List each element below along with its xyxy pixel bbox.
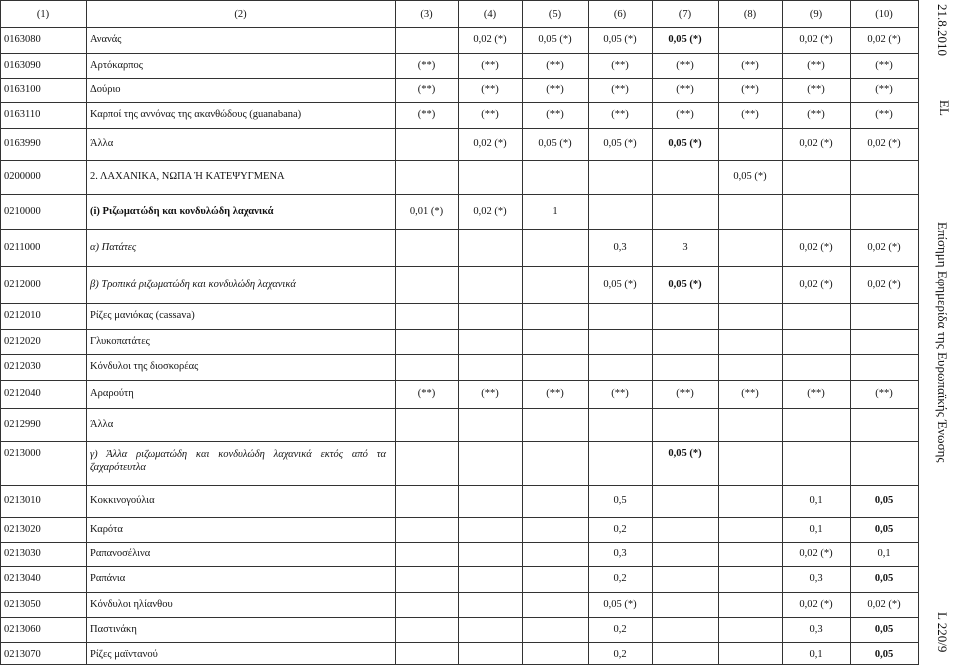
mrl-value: (**) [611, 388, 629, 399]
product-name: Ραπανοσέλινα [90, 548, 151, 559]
column-header: (6) [613, 9, 627, 20]
product-code: 0213020 [4, 524, 41, 535]
mrl-value: 0,05 [874, 649, 894, 660]
product-code: 0163080 [4, 34, 41, 45]
table-border [0, 0, 918, 1]
mrl-value: (**) [611, 60, 629, 71]
product-code: 0212030 [4, 361, 41, 372]
product-name: Γλυκοπατάτες [90, 336, 150, 347]
product-name: β) Τροπικά ριζωματώδη και κονδυλώδη λαχανικά [90, 279, 296, 290]
mrl-value: (**) [807, 388, 825, 399]
mrl-value: (**) [481, 388, 499, 399]
mrl-value: 0,02 (*) [867, 599, 901, 610]
row-divider [0, 194, 918, 195]
mrl-value: (**) [546, 109, 564, 120]
column-header: (7) [678, 9, 692, 20]
row-divider [0, 303, 918, 304]
language-code: EL [937, 100, 952, 116]
product-code: 0163110 [4, 109, 41, 120]
mrl-value: (**) [676, 388, 694, 399]
product-code: 0212020 [4, 336, 41, 347]
mrl-value: 0,2 [613, 524, 627, 535]
product-code: 0163100 [4, 84, 41, 95]
row-divider [0, 160, 918, 161]
column-header: (5) [548, 9, 562, 20]
mrl-value: 0,3 [809, 573, 823, 584]
product-name: Ραπάνια [90, 573, 126, 584]
mrl-value: (**) [611, 84, 629, 95]
mrl-value: (**) [875, 388, 893, 399]
mrl-value: 0,1 [877, 548, 891, 559]
column-header: (8) [743, 9, 757, 20]
mrl-value: 0,02 (*) [799, 279, 833, 290]
product-code: 0213050 [4, 599, 41, 610]
product-code: 0212990 [4, 419, 41, 430]
product-name: Άλλα [90, 138, 114, 149]
mrl-value: 0,05 (*) [603, 138, 637, 149]
mrl-value: 0,02 (*) [867, 34, 901, 45]
mrl-value: 0,05 (*) [538, 138, 572, 149]
mrl-value: 0,02 (*) [799, 599, 833, 610]
header-divider [0, 27, 918, 28]
mrl-value: 0,02 (*) [799, 138, 833, 149]
column-divider [918, 0, 919, 665]
mrl-value: 0,3 [809, 624, 823, 635]
mrl-value: 0,1 [809, 649, 823, 660]
mrl-value: (**) [741, 388, 759, 399]
mrl-value: 0,1 [809, 524, 823, 535]
product-name: Αραρούτη [90, 388, 134, 399]
mrl-value: (**) [546, 388, 564, 399]
product-name: Ρίζες μαϊντανού [90, 649, 158, 660]
column-header: (1) [36, 9, 50, 20]
row-divider [0, 78, 918, 79]
column-header: (3) [420, 9, 433, 20]
mrl-value: (**) [741, 60, 759, 71]
mrl-value: (**) [546, 84, 564, 95]
mrl-value: (**) [741, 109, 759, 120]
row-divider [0, 485, 918, 486]
mrl-value: 0,05 (*) [603, 279, 637, 290]
mrl-value: 0,05 (*) [603, 599, 637, 610]
product-code: 0210000 [4, 206, 41, 217]
mrl-value: 0,02 (*) [867, 138, 901, 149]
product-name: γ) Άλλα ριζωματώδη και κονδυλώδη λαχανικά εκτός από τα ζαχαρότευτλα [90, 449, 386, 473]
mrl-value: 0,2 [613, 624, 627, 635]
mrl-value: 0,05 [874, 495, 894, 506]
product-code: 0212000 [4, 279, 41, 290]
mrl-value: (**) [807, 84, 825, 95]
mrl-value: 1 [552, 206, 558, 217]
mrl-value: 0,02 (*) [867, 242, 901, 253]
product-code: 0213030 [4, 548, 41, 559]
mrl-value: (**) [481, 84, 499, 95]
product-name: Κόνδυλοι της διοσκορέας [90, 361, 199, 372]
mrl-value: 0,2 [613, 649, 627, 660]
row-divider [0, 354, 918, 355]
product-code: 0211000 [4, 242, 41, 253]
product-code: 0213000 [4, 448, 41, 459]
product-name: (i) Ριζωματώδη και κονδυλώδη λαχανικά [90, 206, 274, 217]
mrl-value: (**) [546, 60, 564, 71]
product-name: Κόνδυλοι ηλίανθου [90, 599, 173, 610]
column-header: (9) [809, 9, 823, 20]
row-divider [0, 408, 918, 409]
row-divider [0, 441, 918, 442]
product-code: 0213010 [4, 495, 41, 506]
mrl-value: 0,3 [613, 242, 627, 253]
product-name: Αρτόκαρπος [90, 60, 143, 71]
product-name: 2. ΛΑΧΑΝΙΚΑ, ΝΩΠΑ Ή ΚΑΤΕΨΥΓΜΕΝΑ [90, 171, 285, 182]
mrl-value: 0,05 (*) [538, 34, 572, 45]
product-code: 0213070 [4, 649, 41, 660]
mrl-value: 0,05 (*) [668, 279, 702, 290]
mrl-value: (**) [417, 84, 436, 95]
mrl-value: 0,02 (*) [799, 242, 833, 253]
mrl-value: (**) [875, 84, 893, 95]
mrl-value: 0,05 [874, 624, 894, 635]
row-divider [0, 329, 918, 330]
mrl-value: (**) [676, 84, 694, 95]
product-name: Ανανάς [90, 34, 122, 45]
mrl-value: (**) [676, 109, 694, 120]
product-name: Καρποί της αννόνας της ακανθώδους (guanabana) [90, 109, 302, 120]
page-margin [924, 0, 960, 665]
product-code: 0163090 [4, 60, 41, 71]
mrl-value: 3 [682, 242, 688, 253]
mrl-value: (**) [807, 60, 825, 71]
row-divider [0, 53, 918, 54]
mrl-value: 0,02 (*) [473, 34, 507, 45]
column-header: (10) [875, 9, 893, 20]
row-divider [0, 642, 918, 643]
mrl-value: 0,05 (*) [668, 448, 702, 459]
product-code: 0213060 [4, 624, 41, 635]
mrl-value: 0,5 [613, 495, 627, 506]
product-name: Καρότα [90, 524, 123, 535]
mrl-value: 0,05 (*) [733, 171, 767, 182]
mrl-value: 0,1 [809, 495, 823, 506]
product-code: 0212040 [4, 388, 41, 399]
mrl-value: 0,02 (*) [867, 279, 901, 290]
mrl-value: (**) [807, 109, 825, 120]
mrl-value: (**) [417, 388, 436, 399]
column-header: (2) [234, 9, 247, 20]
row-divider [0, 266, 918, 267]
row-divider [0, 542, 918, 543]
mrl-value: 0,2 [613, 573, 627, 584]
product-name: Κοκκινογούλια [90, 495, 155, 506]
row-divider [0, 128, 918, 129]
publication-date: 21.8.2010 [935, 4, 950, 56]
page-number: L 220/9 [935, 612, 950, 653]
mrl-value: 0,05 (*) [668, 34, 702, 45]
mrl-value: 0,02 (*) [473, 206, 507, 217]
product-name: α) Πατάτες [90, 242, 137, 253]
row-divider [0, 617, 918, 618]
row-divider [0, 517, 918, 518]
mrl-value: 0,05 (*) [603, 34, 637, 45]
mrl-value: 0,05 (*) [668, 138, 702, 149]
mrl-value: (**) [741, 84, 759, 95]
mrl-value: (**) [417, 109, 436, 120]
mrl-value: 0,3 [613, 548, 627, 559]
mrl-value: 0,05 [874, 524, 894, 535]
row-divider [0, 229, 918, 230]
mrl-value: (**) [417, 60, 436, 71]
row-divider [0, 380, 918, 381]
journal-title: Επίσημη Εφημερίδα της Ευρωπαϊκής Ένωσης [935, 222, 950, 463]
product-name: Άλλα [90, 419, 114, 430]
mrl-value: 0,02 (*) [799, 548, 833, 559]
column-header: (4) [483, 9, 497, 20]
product-code: 0213040 [4, 573, 41, 584]
mrl-value: 0,02 (*) [473, 138, 507, 149]
product-name: Δούριο [90, 84, 121, 95]
row-divider [0, 102, 918, 103]
product-name: Ρίζες μανιόκας (cassava) [90, 310, 195, 321]
mrl-value: 0,01 (*) [409, 206, 444, 217]
mrl-value: 0,02 (*) [799, 34, 833, 45]
mrl-value: (**) [481, 109, 499, 120]
product-name: Παστινάκη [90, 624, 137, 635]
mrl-value: 0,05 [874, 573, 894, 584]
mrl-value: (**) [875, 60, 893, 71]
mrl-value: (**) [481, 60, 499, 71]
mrl-value: (**) [611, 109, 629, 120]
mrl-value: (**) [875, 109, 893, 120]
product-code: 0200000 [4, 171, 41, 182]
row-divider [0, 592, 918, 593]
row-divider [0, 566, 918, 567]
product-code: 0163990 [4, 138, 41, 149]
mrl-value: (**) [676, 60, 694, 71]
product-code: 0212010 [4, 310, 41, 321]
